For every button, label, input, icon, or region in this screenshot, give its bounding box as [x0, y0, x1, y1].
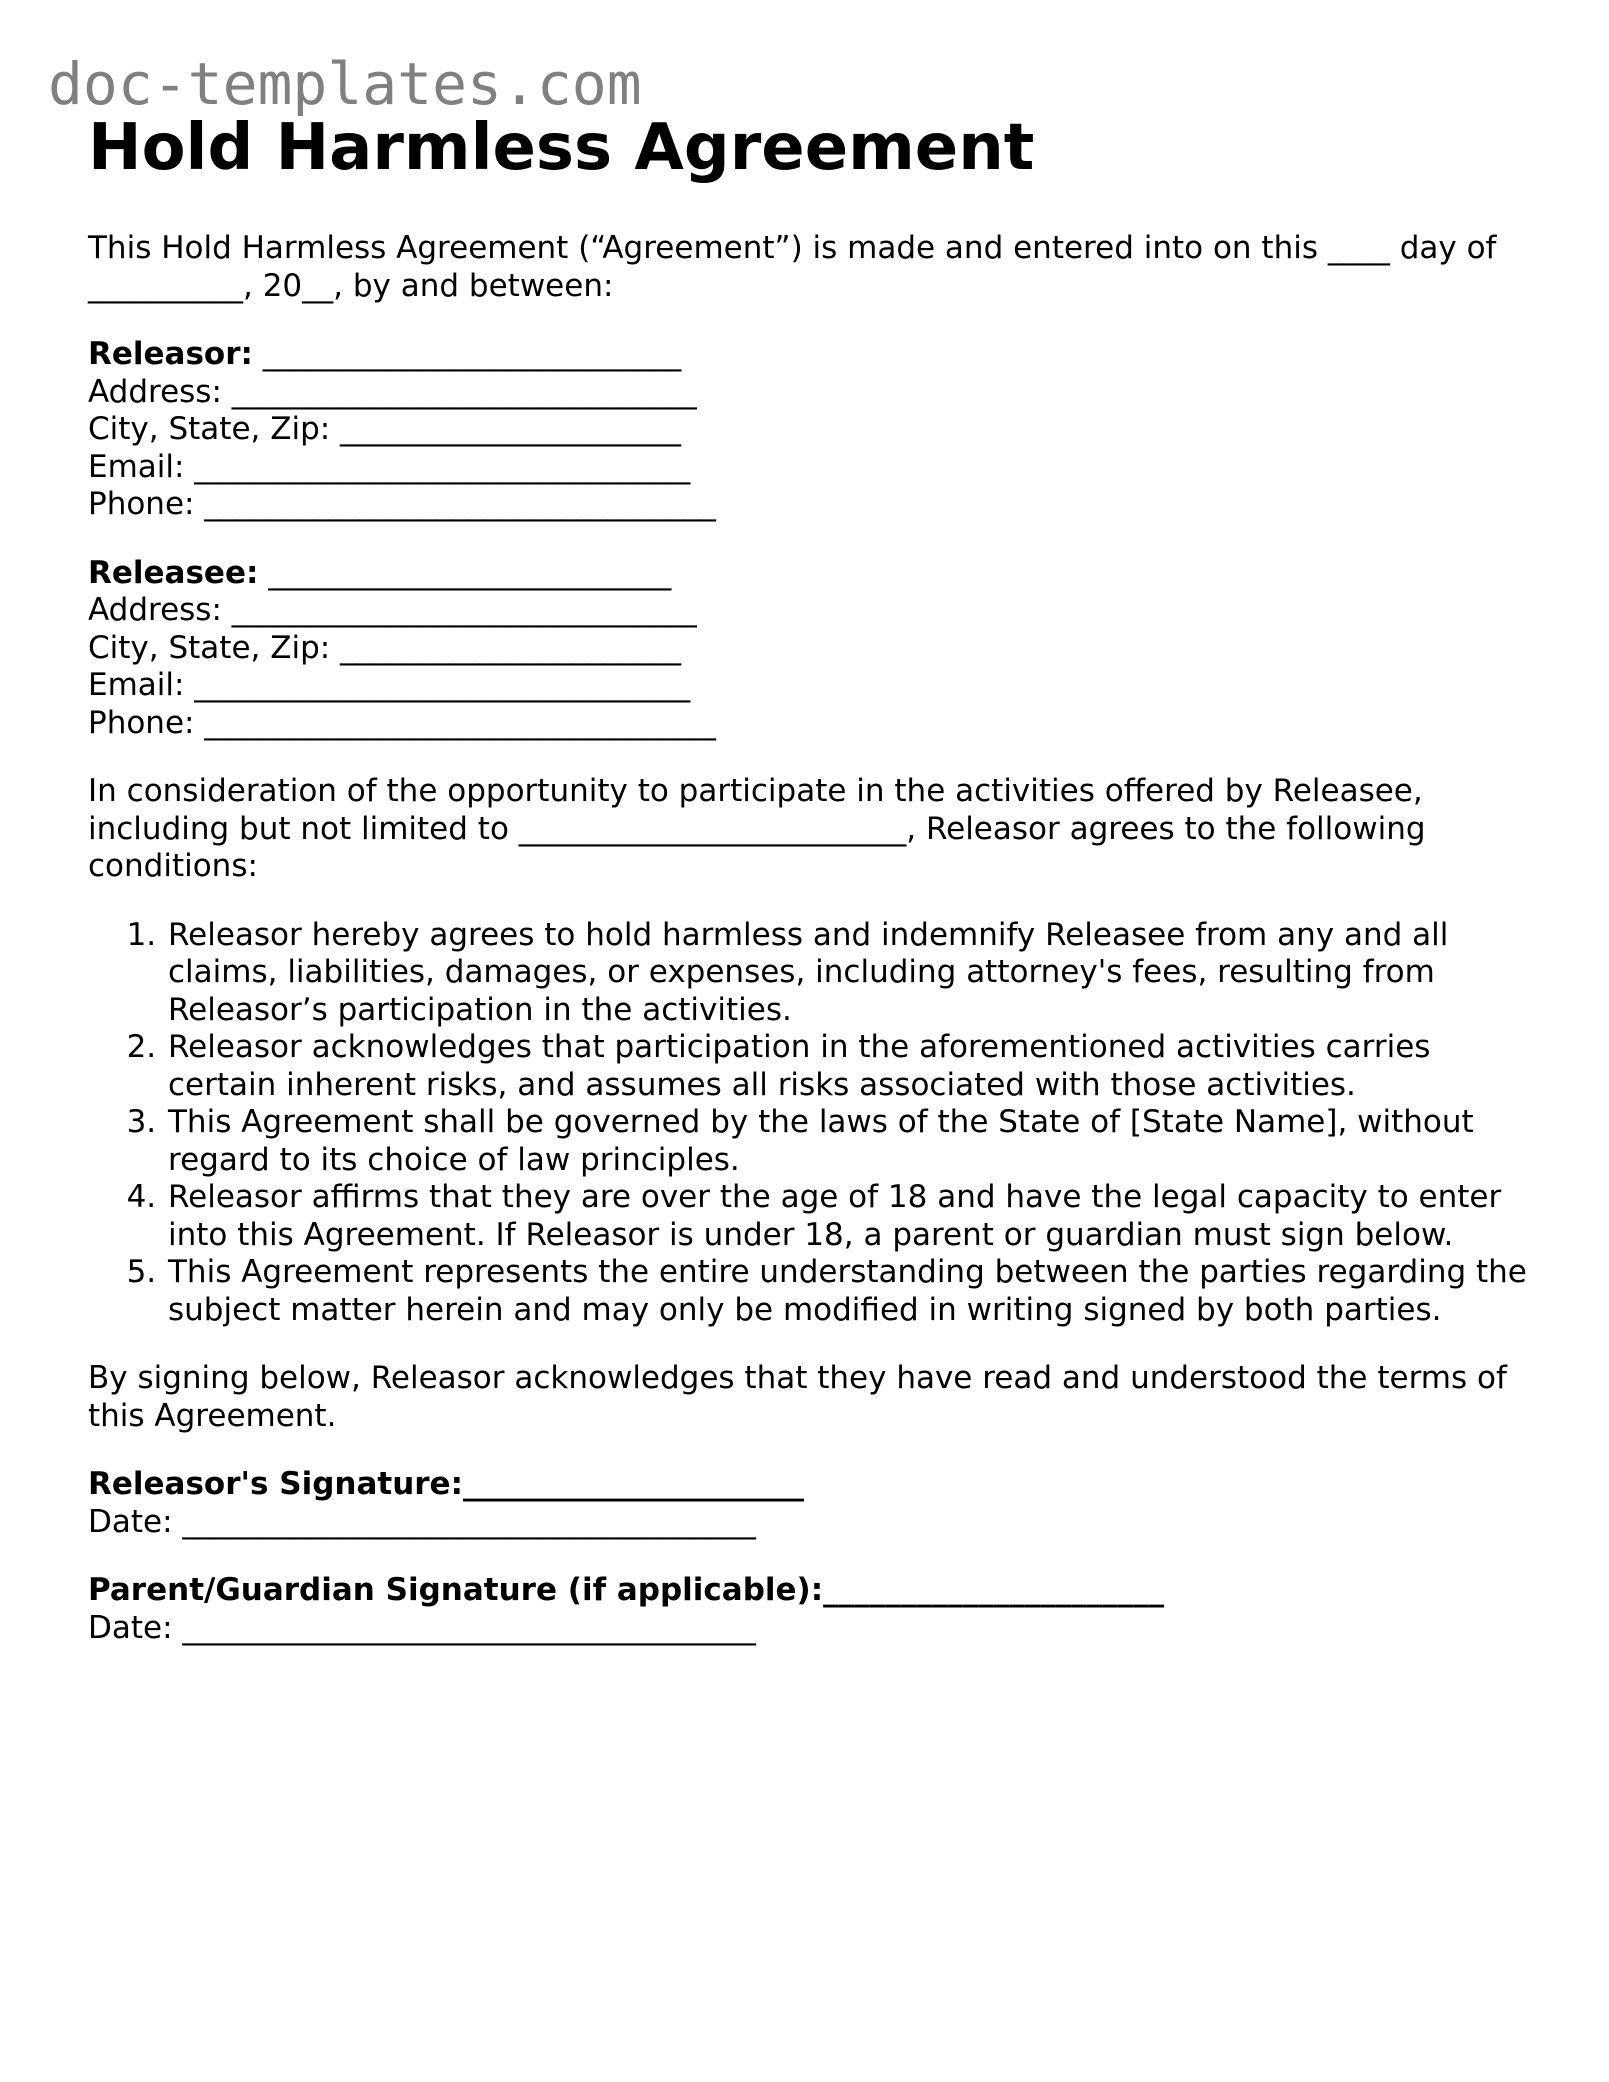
consideration-paragraph: In consideration of the opportunity to participate in the activities offered by Releasee, including but not limited to _________________________, Releasor agrees to the following conditions:	[88, 773, 1426, 884]
releasor-phone: Phone: _________________________________	[88, 486, 716, 522]
releasee-city-state-zip: City, State, Zip: ______________________	[88, 629, 682, 666]
releasee-section	[88, 555, 1528, 743]
releasor-signature-line: Releasor's Signature:______________________	[88, 1466, 804, 1502]
releasor-signature-block	[88, 1466, 1528, 1541]
document-body	[88, 108, 1528, 1678]
document-title: Hold Harmless Agreement	[88, 111, 1035, 185]
condition-item: 4. Releasor affirms that they are over the age of 18 and have the legal capacity to enter into this Agreement. If Releasor is under 18, a parent or guardian must sign below.	[166, 1179, 1528, 1254]
releasee-address: Address: ______________________________	[88, 592, 697, 628]
guardian-signature-block	[88, 1572, 1528, 1647]
guardian-date-line: Date: _____________________________________	[88, 1609, 756, 1646]
releasee-heading: Releasee:	[88, 554, 259, 591]
releasor-address: Address: ______________________________	[88, 373, 697, 410]
releasee-phone: Phone: _________________________________	[88, 704, 716, 741]
releasor-heading-line	[88, 336, 1528, 374]
watermark: doc-templates.com	[48, 50, 642, 118]
releasee-email: Email: ________________________________	[88, 667, 691, 703]
releasee-name-blank: __________________________	[258, 554, 672, 591]
releasee-heading-line	[88, 555, 1528, 593]
condition-item: 2. Releasor acknowledges that participation in the aforementioned activities carries certain inherent risks, and assumes all risks associated with those activities.	[166, 1029, 1528, 1104]
acknowledgement-paragraph: By signing below, Releasor acknowledges that they have read and understood the terms of this Agreement.	[88, 1360, 1507, 1434]
releasor-city-state-zip: City, State, Zip: ______________________	[88, 411, 682, 447]
condition-item: 1. Releasor hereby agrees to hold harmless and indemnify Releasee from any and all claims, liabilities, damages, or expenses, including attorney's fees, resulting from Releasor’s participation in the activities.	[166, 917, 1528, 1030]
condition-item: 5. This Agreement represents the entire understanding between the parties regarding the subject matter herein and may only be modified in writing signed by both parties.	[166, 1254, 1528, 1329]
releasor-heading: Releasor:	[88, 336, 253, 372]
conditions-list	[88, 917, 1528, 1330]
releasor-section	[88, 336, 1528, 524]
releasor-name-blank: ___________________________	[252, 336, 682, 372]
releasor-date-line: Date: _____________________________________	[88, 1503, 756, 1540]
guardian-signature-line: Parent/Guardian Signature (if applicable):______________________	[88, 1572, 1165, 1608]
condition-item: 3. This Agreement shall be governed by the laws of the State of [State Name], without regard to its choice of law principles.	[166, 1104, 1528, 1179]
releasor-email: Email: ________________________________	[88, 448, 691, 485]
intro-paragraph: This Hold Harmless Agreement (“Agreement”) is made and entered into on this ____ day of __________, 20__, by and between:	[88, 230, 1497, 304]
